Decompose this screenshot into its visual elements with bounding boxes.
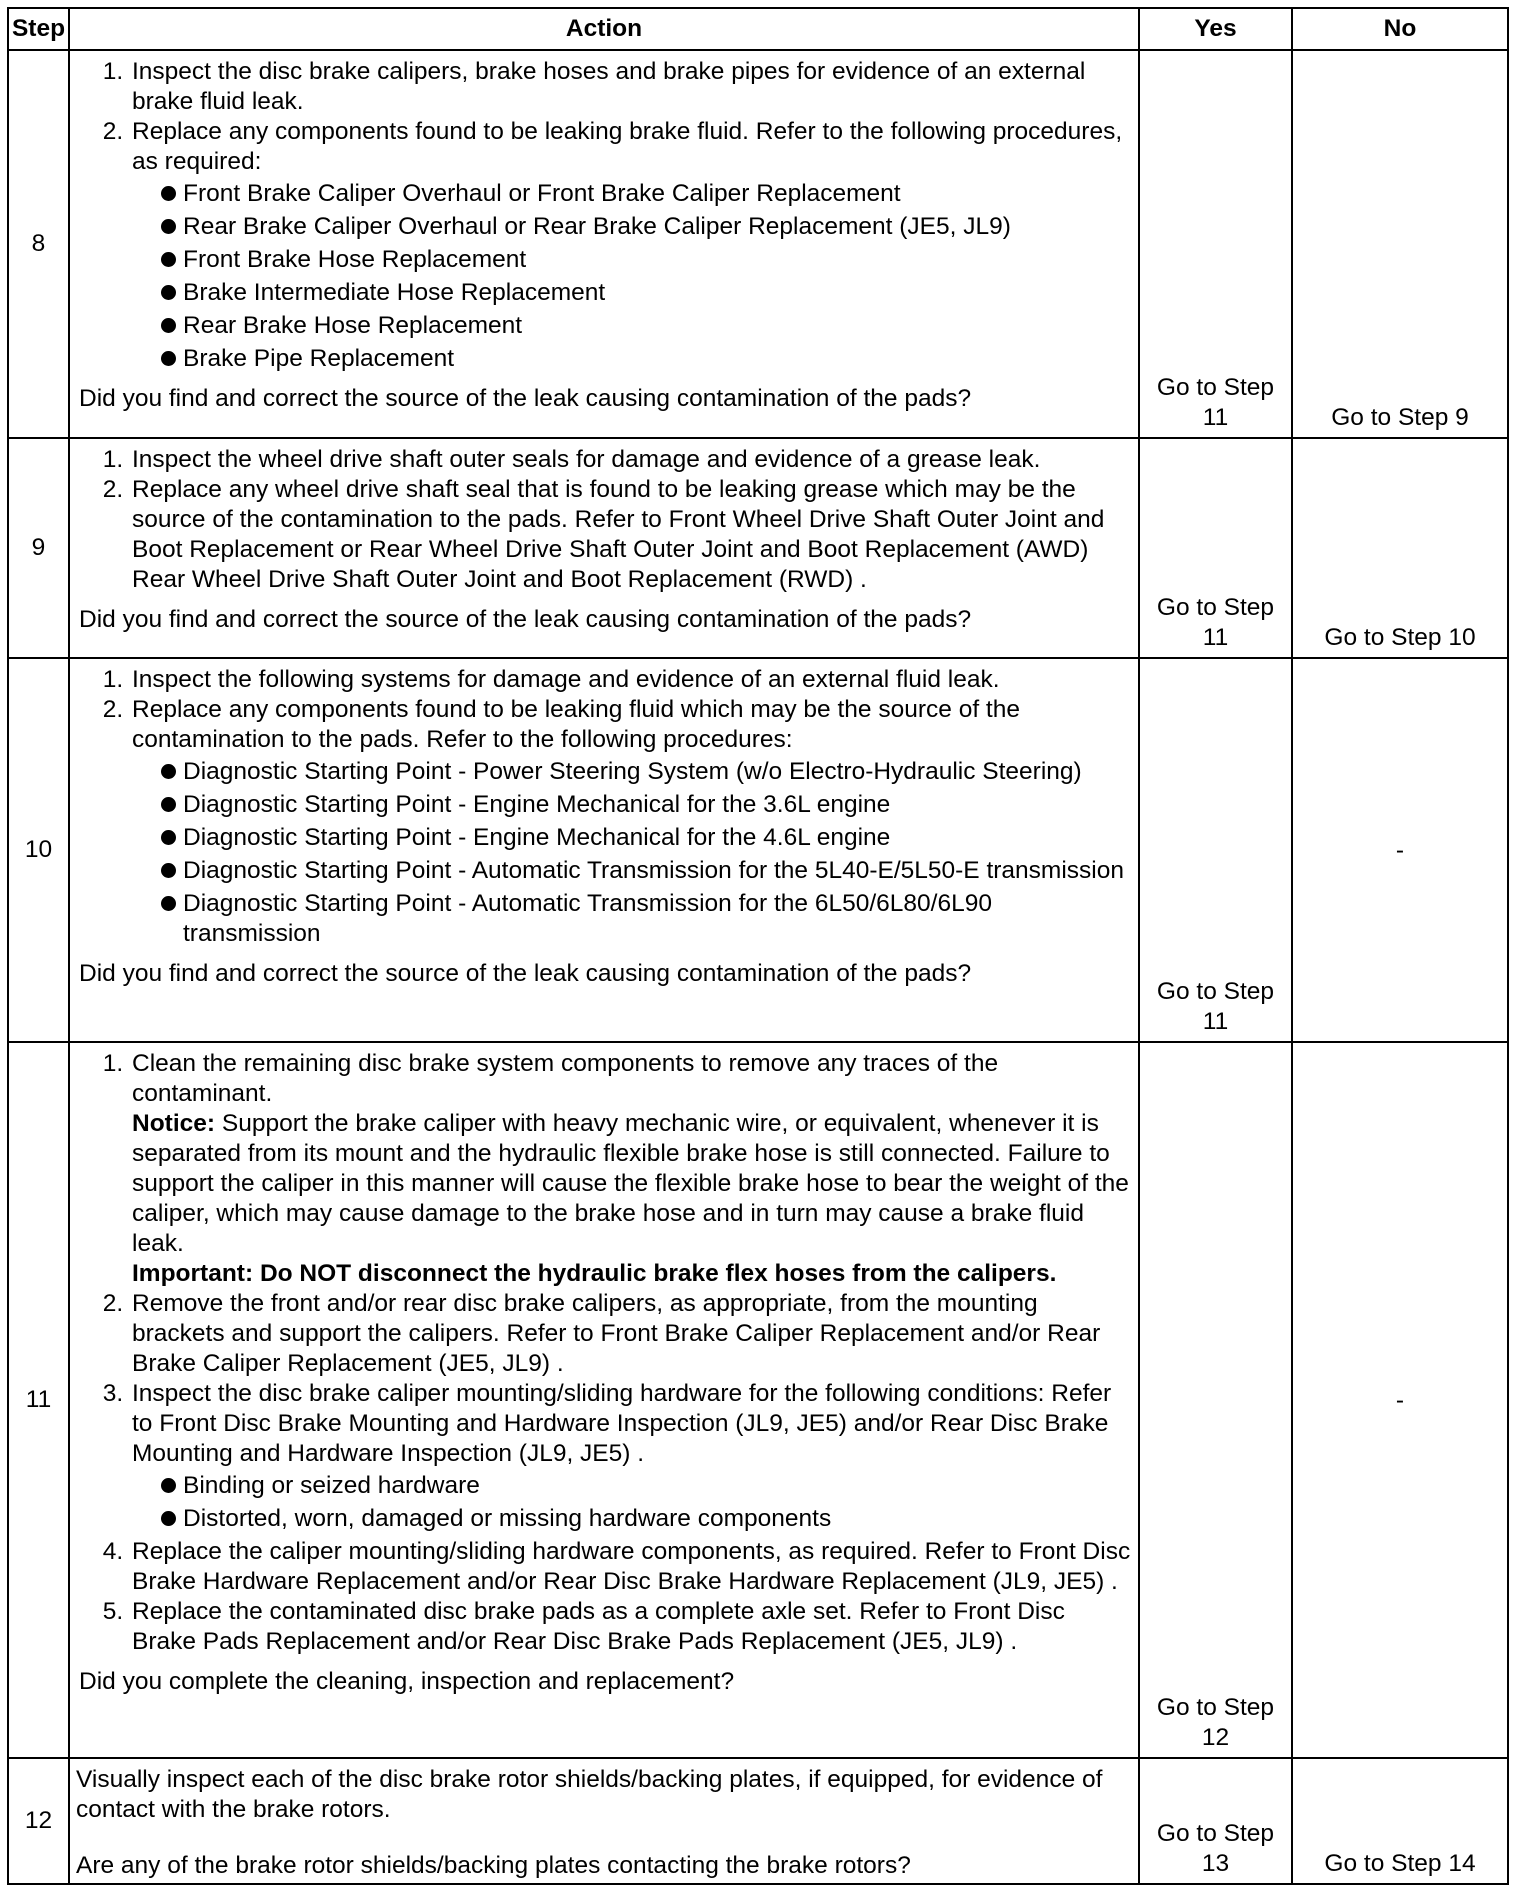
bullet-dot-icon [161,1478,176,1493]
notice-label: Notice: [132,1110,216,1137]
action-item-text: Replace any components found to be leaking brake fluid. Refer to the following procedures, as required: [132,118,1123,175]
bullet-text: Distorted, worn, damaged or missing hardware components [183,1505,832,1532]
action-cell [69,1042,1139,1758]
step-number: 11 [8,1042,69,1758]
table-row-step-8 [8,50,1508,438]
bullet-dot-icon [161,285,176,300]
bullet-text: Brake Intermediate Hose Replacement [183,279,606,306]
action-item-text: Inspect the disc brake calipers, brake hoses and brake pipes for evidence of an external brake fluid leak. [132,58,1086,115]
yes-result: Go to Step 11 [1139,438,1292,658]
bullet-text: Diagnostic Starting Point - Engine Mechanical for the 3.6L engine [183,791,891,818]
important-text: Do NOT disconnect the hydraulic brake flex hoses from the calipers. [259,1260,1057,1287]
bullet-dot-icon [161,186,176,201]
action-item [130,1379,1132,1534]
bullet-text: Front Brake Hose Replacement [183,246,527,273]
action-item [130,117,1132,374]
bullet-dot-icon [161,830,176,845]
bullet-item [166,344,1132,374]
bullet-item [166,278,1132,308]
question-text: Did you complete the cleaning, inspection and replacement? [79,1668,735,1695]
bullet-text: Brake Pipe Replacement [183,345,455,372]
action-list [79,445,1132,595]
question-text: Are any of the brake rotor shields/backing plates contacting the brake rotors? [76,1852,911,1879]
action-item [130,1049,1132,1289]
bullet-dot-icon [161,318,176,333]
bullet-list [132,1471,1132,1534]
diagnostic-table [7,7,1509,1885]
bullet-item [166,179,1132,209]
important-label: Important: [132,1260,254,1287]
bullet-item [166,790,1132,820]
no-result: - [1292,1042,1508,1758]
action-item-text: Replace any wheel drive shaft seal that is found to be leaking grease which may be the source of the contamination to the pads. Refer to Front Wheel Drive Shaft Outer Joint and Boot Replacement or Rear Wheel Drive Shaft Outer Joint and Boot Replacement (AWD) Rear Wheel Drive Shaft Outer Joint and Boot Replacement (RWD) . [132,476,1105,593]
action-item-text: Remove the front and/or rear disc brake calipers, as appropriate, from the mounting brackets and support the calipers. Refer to Front Brake Caliper Replacement and/or Rear Brake Caliper Replacement (JE5, JL9) . [132,1290,1101,1377]
header-step: Step [8,8,69,50]
action-item [130,1289,1132,1379]
bullet-text: Diagnostic Starting Point - Power Steering System (w/o Electro-Hydraulic Steering) [183,758,1082,785]
no-result: Go to Step 10 [1292,438,1508,658]
bullet-dot-icon [161,863,176,878]
question-text: Did you find and correct the source of the leak causing contamination of the pads? [79,960,972,987]
bullet-text: Rear Brake Caliper Overhaul or Rear Brake Caliper Replacement (JE5, JL9) [183,213,1011,240]
step-number: 9 [8,438,69,658]
action-cell [69,438,1139,658]
bullet-text: Binding or seized hardware [183,1472,480,1499]
action-list [79,1049,1132,1657]
action-cell [69,1758,1139,1884]
header-yes: Yes [1139,8,1292,50]
action-item-text: Replace the caliper mounting/sliding hardware components, as required. Refer to Front Disc Brake Hardware Replacement and/or Rear Disc Brake Hardware Replacement (JL9, JE5) . [132,1538,1131,1595]
yes-result: Go to Step 13 [1139,1758,1292,1884]
bullet-item [166,245,1132,275]
step-number: 10 [8,658,69,1042]
no-result: Go to Step 9 [1292,50,1508,438]
bullet-dot-icon [161,351,176,366]
action-list [79,665,1132,949]
no-result: - [1292,658,1508,1042]
action-item [130,57,1132,117]
intro-text: Visually inspect each of the disc brake rotor shields/backing plates, if equipped, for evidence of contact with the brake rotors. [76,1766,1103,1823]
header-action: Action [69,8,1139,50]
no-result: Go to Step 14 [1292,1758,1508,1884]
bullet-item [166,889,1132,949]
yes-result: Go to Step 11 [1139,658,1292,1042]
bullet-item [166,1504,1132,1534]
action-item [130,665,1132,695]
question-text: Did you find and correct the source of the leak causing contamination of the pads? [79,606,972,633]
bullet-item [166,212,1132,242]
bullet-dot-icon [161,1511,176,1526]
yes-result: Go to Step 12 [1139,1042,1292,1758]
step-number: 8 [8,50,69,438]
bullet-dot-icon [161,219,176,234]
bullet-item [166,1471,1132,1501]
action-item-text: Replace any components found to be leaking fluid which may be the source of the contamination to the pads. Refer to the following procedures: [132,696,1020,753]
action-item [130,445,1132,475]
bullet-text: Diagnostic Starting Point - Automatic Transmission for the 5L40-E/5L50-E transmission [183,857,1124,884]
action-item [130,1597,1132,1657]
header-no: No [1292,8,1508,50]
bullet-dot-icon [161,896,176,911]
question-text: Did you find and correct the source of the leak causing contamination of the pads? [79,385,972,412]
action-item-text: Inspect the disc brake caliper mounting/sliding hardware for the following conditions: Refer to Front Disc Brake Mounting and Hardware Inspection (JL9, JE5) and/or Rear Disc Brake Mounting and Hardware Inspection (JL9, JE5) . [132,1380,1112,1467]
bullet-text: Diagnostic Starting Point - Engine Mechanical for the 4.6L engine [183,824,891,851]
table-row-step-9 [8,438,1508,658]
action-cell [69,50,1139,438]
action-item [130,695,1132,949]
bullet-item [166,757,1132,787]
bullet-text: Diagnostic Starting Point - Automatic Transmission for the 6L50/6L80/6L90 transmission [183,890,992,947]
table-row-step-12 [8,1758,1508,1884]
bullet-dot-icon [161,797,176,812]
action-item-text: Inspect the following systems for damage and evidence of an external fluid leak. [132,666,1000,693]
bullet-item [166,311,1132,341]
action-list [79,57,1132,374]
table-row-step-11 [8,1042,1508,1758]
bullet-text: Front Brake Caliper Overhaul or Front Brake Caliper Replacement [183,180,901,207]
notice-text: Support the brake caliper with heavy mechanic wire, or equivalent, whenever it is separated from its mount and the hydraulic flexible brake hose is still connected. Failure to support the caliper in this manner will cause the flexible brake hose to bear the weight of the caliper, which may cause damage to the brake hose and in turn may cause a brake fluid leak. [132,1110,1129,1257]
bullet-dot-icon [161,252,176,267]
yes-result: Go to Step 11 [1139,50,1292,438]
action-item [130,1537,1132,1597]
step-number: 12 [8,1758,69,1884]
action-item-text: Inspect the wheel drive shaft outer seals for damage and evidence of a grease leak. [132,446,1041,473]
bullet-item [166,856,1132,886]
action-item-text: Replace the contaminated disc brake pads as a complete axle set. Refer to Front Disc Brake Pads Replacement and/or Rear Disc Brake Pads Replacement (JE5, JL9) . [132,1598,1065,1655]
bullet-item [166,823,1132,853]
header-row [8,8,1508,50]
bullet-text: Rear Brake Hose Replacement [183,312,523,339]
action-cell [69,658,1139,1042]
table-row-step-10 [8,658,1508,1042]
bullet-dot-icon [161,764,176,779]
action-item-text: Clean the remaining disc brake system components to remove any traces of the contaminant. [132,1050,999,1107]
bullet-list [132,179,1132,374]
action-item [130,475,1132,595]
bullet-list [132,757,1132,949]
